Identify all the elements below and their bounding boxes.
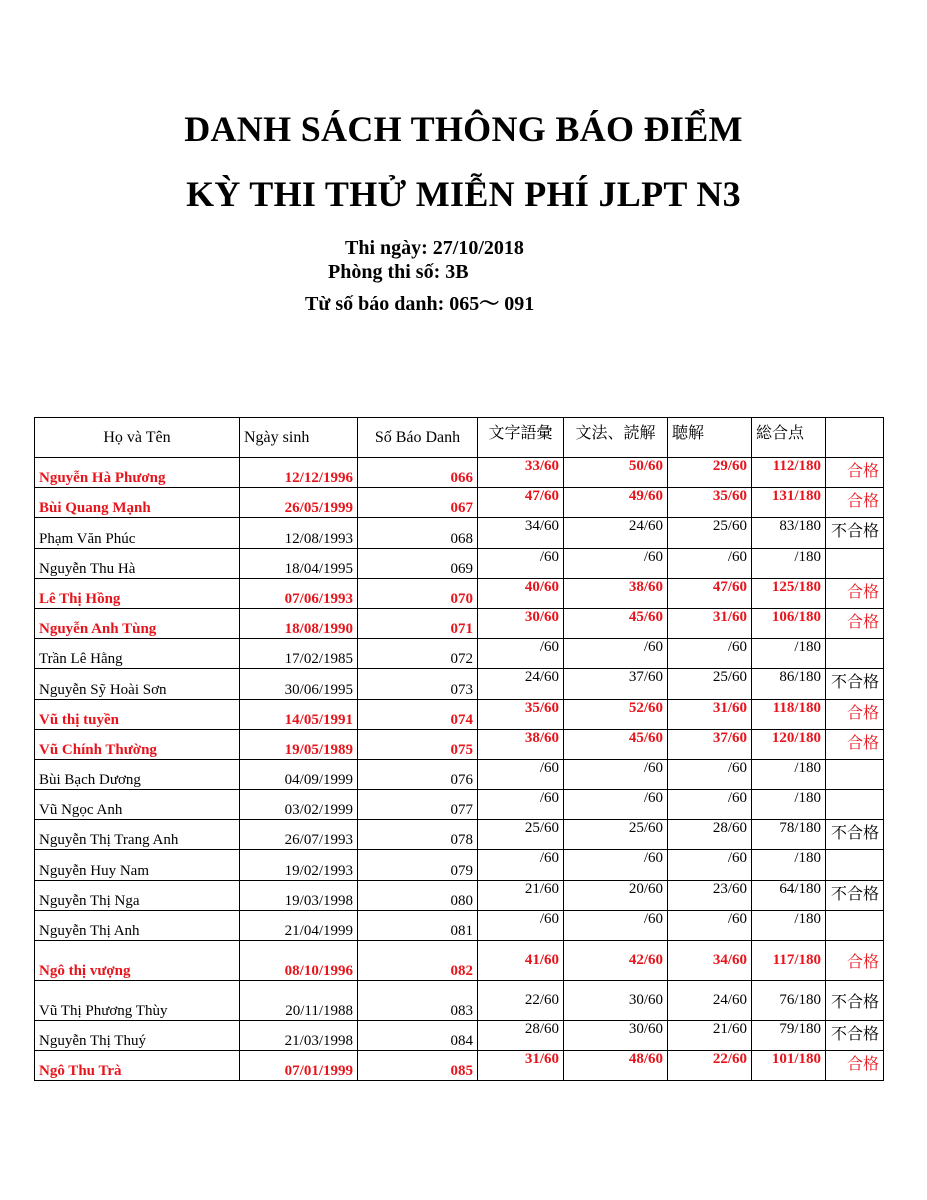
cell-result — [826, 759, 884, 789]
cell-listening: /60 — [668, 910, 752, 940]
cell-dob: 07/06/1993 — [240, 578, 358, 608]
table-row — [35, 578, 884, 608]
cell-dob: 18/08/1990 — [240, 608, 358, 638]
cell-listening: 31/60 — [668, 608, 752, 638]
cell-listening: /60 — [668, 548, 752, 578]
cell-grammar-reading: 20/60 — [564, 880, 668, 910]
cell-candidate-number: 084 — [358, 1021, 478, 1051]
table-row — [35, 1021, 884, 1051]
table-row — [35, 850, 884, 880]
table-row — [35, 548, 884, 578]
cell-total: 106/180 — [752, 608, 826, 638]
header-candidate-number: Số Báo Danh — [358, 418, 478, 458]
cell-vocabulary: 25/60 — [478, 820, 564, 850]
cell-result — [826, 548, 884, 578]
cell-grammar-reading: /60 — [564, 910, 668, 940]
cell-vocabulary: 40/60 — [478, 578, 564, 608]
cell-listening: 22/60 — [668, 1051, 752, 1081]
cell-candidate-number: 069 — [358, 548, 478, 578]
cell-listening: /60 — [668, 850, 752, 880]
cell-grammar-reading: 50/60 — [564, 458, 668, 488]
cell-candidate-number: 075 — [358, 729, 478, 759]
cell-listening: 47/60 — [668, 578, 752, 608]
cell-name: Nguyễn Thị Anh — [35, 910, 240, 940]
cell-result: 合格 — [826, 729, 884, 759]
cell-name: Ngô Thu Trà — [35, 1051, 240, 1081]
cell-total: 86/180 — [752, 669, 826, 699]
cell-candidate-number: 077 — [358, 790, 478, 820]
cell-dob: 19/05/1989 — [240, 729, 358, 759]
cell-result: 不合格 — [826, 981, 884, 1021]
cell-dob: 12/08/1993 — [240, 518, 358, 548]
exam-room: Phòng thi số: 3B — [328, 261, 469, 283]
cell-total: /180 — [752, 910, 826, 940]
cell-grammar-reading: 37/60 — [564, 669, 668, 699]
cell-name: Vũ Thị Phương Thùy — [35, 981, 240, 1021]
cell-grammar-reading: 52/60 — [564, 699, 668, 729]
cell-name: Trần Lê Hằng — [35, 639, 240, 669]
cell-dob: 19/03/1998 — [240, 880, 358, 910]
header-grammar-reading: 文法、読解 — [564, 418, 668, 458]
cell-total: /180 — [752, 639, 826, 669]
cell-grammar-reading: 30/60 — [564, 1021, 668, 1051]
cell-result: 合格 — [826, 1051, 884, 1081]
table-row — [35, 518, 884, 548]
table-row — [35, 941, 884, 981]
cell-vocabulary: /60 — [478, 639, 564, 669]
cell-grammar-reading: /60 — [564, 850, 668, 880]
cell-name: Vũ Ngọc Anh — [35, 790, 240, 820]
table-row — [35, 820, 884, 850]
cell-vocabulary: /60 — [478, 790, 564, 820]
cell-dob: 17/02/1985 — [240, 639, 358, 669]
cell-dob: 08/10/1996 — [240, 941, 358, 981]
cell-listening: 23/60 — [668, 880, 752, 910]
cell-dob: 07/01/1999 — [240, 1051, 358, 1081]
cell-total: 76/180 — [752, 981, 826, 1021]
cell-listening: 25/60 — [668, 669, 752, 699]
cell-total: 117/180 — [752, 941, 826, 981]
cell-candidate-number: 082 — [358, 941, 478, 981]
cell-grammar-reading: /60 — [564, 790, 668, 820]
cell-grammar-reading: 30/60 — [564, 981, 668, 1021]
cell-total: /180 — [752, 548, 826, 578]
header-result — [826, 418, 884, 458]
table-header-row — [35, 418, 884, 458]
cell-vocabulary: /60 — [478, 759, 564, 789]
cell-result: 合格 — [826, 578, 884, 608]
cell-listening: 37/60 — [668, 729, 752, 759]
table-row — [35, 458, 884, 488]
cell-result: 合格 — [826, 941, 884, 981]
cell-vocabulary: 31/60 — [478, 1051, 564, 1081]
cell-dob: 21/03/1998 — [240, 1021, 358, 1051]
cell-name: Nguyễn Thị Thuý — [35, 1021, 240, 1051]
cell-total: 131/180 — [752, 488, 826, 518]
cell-candidate-number: 070 — [358, 578, 478, 608]
cell-total: 118/180 — [752, 699, 826, 729]
cell-grammar-reading: 24/60 — [564, 518, 668, 548]
cell-listening: 34/60 — [668, 941, 752, 981]
cell-grammar-reading: /60 — [564, 639, 668, 669]
table-row — [35, 669, 884, 699]
table-row — [35, 759, 884, 789]
cell-dob: 03/02/1999 — [240, 790, 358, 820]
cell-result: 合格 — [826, 699, 884, 729]
cell-name: Nguyễn Thị Trang Anh — [35, 820, 240, 850]
cell-total: 83/180 — [752, 518, 826, 548]
cell-vocabulary: 28/60 — [478, 1021, 564, 1051]
cell-dob: 26/05/1999 — [240, 488, 358, 518]
cell-dob: 20/11/1988 — [240, 981, 358, 1021]
table-row — [35, 981, 884, 1021]
cell-total: 112/180 — [752, 458, 826, 488]
cell-name: Phạm Văn Phúc — [35, 518, 240, 548]
cell-vocabulary: 47/60 — [478, 488, 564, 518]
cell-vocabulary: /60 — [478, 548, 564, 578]
cell-grammar-reading: 49/60 — [564, 488, 668, 518]
cell-listening: 35/60 — [668, 488, 752, 518]
header-name: Họ và Tên — [35, 418, 240, 458]
cell-grammar-reading: 42/60 — [564, 941, 668, 981]
cell-name: Nguyễn Sỹ Hoài Sơn — [35, 669, 240, 699]
cell-vocabulary: /60 — [478, 850, 564, 880]
cell-name: Lê Thị Hồng — [35, 578, 240, 608]
cell-listening: 21/60 — [668, 1021, 752, 1051]
cell-listening: 25/60 — [668, 518, 752, 548]
table-row — [35, 608, 884, 638]
cell-listening: 31/60 — [668, 699, 752, 729]
cell-result — [826, 790, 884, 820]
table-row — [35, 1051, 884, 1081]
cell-total: 120/180 — [752, 729, 826, 759]
table-body — [35, 458, 884, 1081]
cell-name: Vũ Chính Thường — [35, 729, 240, 759]
cell-dob: 30/06/1995 — [240, 669, 358, 699]
cell-name: Nguyễn Huy Nam — [35, 850, 240, 880]
cell-name: Bùi Bạch Dương — [35, 759, 240, 789]
cell-name: Nguyễn Thu Hà — [35, 548, 240, 578]
cell-candidate-number: 085 — [358, 1051, 478, 1081]
table-row — [35, 790, 884, 820]
table-row — [35, 699, 884, 729]
cell-candidate-number: 080 — [358, 880, 478, 910]
cell-vocabulary: 38/60 — [478, 729, 564, 759]
cell-dob: 04/09/1999 — [240, 759, 358, 789]
cell-candidate-number: 081 — [358, 910, 478, 940]
cell-total: 125/180 — [752, 578, 826, 608]
cell-vocabulary: 22/60 — [478, 981, 564, 1021]
header-vocabulary: 文字語彙 — [478, 418, 564, 458]
cell-dob: 19/02/1993 — [240, 850, 358, 880]
cell-name: Nguyễn Thị Nga — [35, 880, 240, 910]
cell-result: 不合格 — [826, 1021, 884, 1051]
cell-listening: /60 — [668, 790, 752, 820]
header-total: 総合点 — [752, 418, 826, 458]
cell-candidate-number: 066 — [358, 458, 478, 488]
table-row — [35, 488, 884, 518]
cell-result: 不合格 — [826, 880, 884, 910]
cell-candidate-number: 079 — [358, 850, 478, 880]
cell-listening: /60 — [668, 639, 752, 669]
cell-result: 合格 — [826, 608, 884, 638]
cell-result — [826, 910, 884, 940]
exam-date: Thi ngày: 27/10/2018 — [345, 237, 524, 259]
cell-dob: 14/05/1991 — [240, 699, 358, 729]
cell-candidate-number: 078 — [358, 820, 478, 850]
cell-listening: 29/60 — [668, 458, 752, 488]
cell-listening: 28/60 — [668, 820, 752, 850]
cell-candidate-number: 083 — [358, 981, 478, 1021]
cell-result: 不合格 — [826, 669, 884, 699]
table-row — [35, 880, 884, 910]
cell-grammar-reading: 45/60 — [564, 729, 668, 759]
score-table — [34, 417, 884, 1081]
cell-name: Ngô thị vượng — [35, 941, 240, 981]
cell-dob: 12/12/1996 — [240, 458, 358, 488]
cell-total: /180 — [752, 850, 826, 880]
cell-candidate-number: 071 — [358, 608, 478, 638]
cell-candidate-number: 073 — [358, 669, 478, 699]
cell-grammar-reading: 48/60 — [564, 1051, 668, 1081]
cell-vocabulary: 33/60 — [478, 458, 564, 488]
table-row — [35, 639, 884, 669]
cell-grammar-reading: /60 — [564, 759, 668, 789]
cell-dob: 26/07/1993 — [240, 820, 358, 850]
cell-total: 64/180 — [752, 880, 826, 910]
cell-result: 不合格 — [826, 820, 884, 850]
cell-result: 合格 — [826, 488, 884, 518]
cell-grammar-reading: 45/60 — [564, 608, 668, 638]
document-title: DANH SÁCH THÔNG BÁO ĐIỂM — [184, 109, 743, 149]
cell-vocabulary: 21/60 — [478, 880, 564, 910]
cell-vocabulary: 41/60 — [478, 941, 564, 981]
cell-dob: 18/04/1995 — [240, 548, 358, 578]
table-row — [35, 910, 884, 940]
cell-name: Nguyễn Anh Tùng — [35, 608, 240, 638]
cell-candidate-number: 072 — [358, 639, 478, 669]
cell-result — [826, 639, 884, 669]
cell-total: 78/180 — [752, 820, 826, 850]
cell-candidate-number: 068 — [358, 518, 478, 548]
cell-grammar-reading: 25/60 — [564, 820, 668, 850]
cell-total: 101/180 — [752, 1051, 826, 1081]
document-subtitle: KỲ THI THỬ MIỄN PHÍ JLPT N3 — [186, 174, 741, 214]
cell-name: Bùi Quang Mạnh — [35, 488, 240, 518]
table-row — [35, 729, 884, 759]
cell-name: Nguyễn Hà Phương — [35, 458, 240, 488]
cell-candidate-number: 076 — [358, 759, 478, 789]
cell-listening: /60 — [668, 759, 752, 789]
cell-vocabulary: /60 — [478, 910, 564, 940]
cell-result — [826, 850, 884, 880]
candidate-id-range: Từ số báo danh: 065～ 091 — [305, 293, 535, 315]
cell-total: 79/180 — [752, 1021, 826, 1051]
cell-vocabulary: 34/60 — [478, 518, 564, 548]
cell-result: 不合格 — [826, 518, 884, 548]
cell-vocabulary: 30/60 — [478, 608, 564, 638]
cell-vocabulary: 24/60 — [478, 669, 564, 699]
cell-name: Vũ thị tuyền — [35, 699, 240, 729]
cell-dob: 21/04/1999 — [240, 910, 358, 940]
cell-candidate-number: 074 — [358, 699, 478, 729]
header-dob: Ngày sinh — [240, 418, 358, 458]
cell-grammar-reading: 38/60 — [564, 578, 668, 608]
cell-vocabulary: 35/60 — [478, 699, 564, 729]
cell-candidate-number: 067 — [358, 488, 478, 518]
cell-listening: 24/60 — [668, 981, 752, 1021]
cell-total: /180 — [752, 759, 826, 789]
cell-result: 合格 — [826, 458, 884, 488]
header-listening: 聴解 — [668, 418, 752, 458]
cell-grammar-reading: /60 — [564, 548, 668, 578]
cell-total: /180 — [752, 790, 826, 820]
